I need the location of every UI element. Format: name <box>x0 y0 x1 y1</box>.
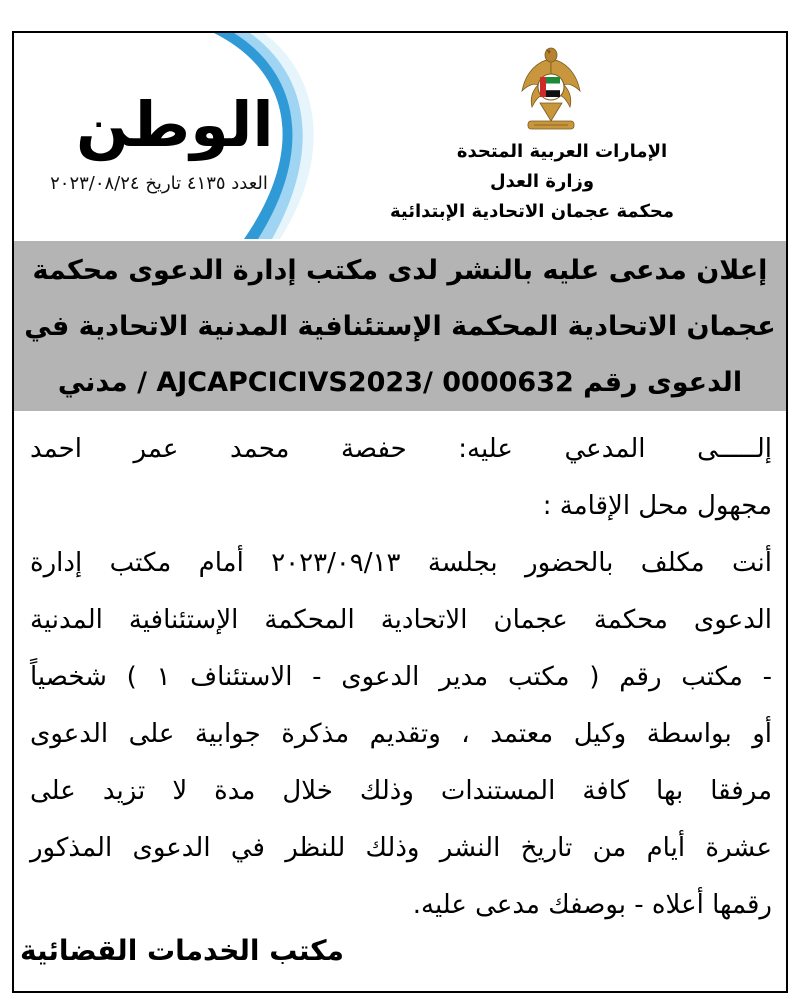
body-line-residence: مجهول محل الإقامة : <box>542 491 772 521</box>
body-line: رقمها أعلاه - بوصفك مدعى عليه. <box>412 890 772 920</box>
issue-date-line: العدد ٤١٣٥ تاريخ ٢٠٢٣/٠٨/٢٤ <box>50 173 268 194</box>
newspaper-logo: الوطن <box>76 88 274 161</box>
issuer-block <box>389 137 692 227</box>
body-line: مرفقا بها كافة المستندات وذلك خلال مدة لا تزيد على <box>30 776 772 806</box>
title-banner <box>14 241 786 411</box>
signature: مكتب الخدمات القضائية <box>20 934 344 967</box>
announcement-body <box>30 421 772 934</box>
body-line-addressee: إلـــــى المدعي عليه: حفصة محمد عمر احمد <box>30 434 772 464</box>
header <box>14 33 786 241</box>
title-line: إعلان مدعى عليه بالنشر لدى مكتب إدارة الدعوى محكمة <box>32 255 768 286</box>
ministry-name: وزارة العدل <box>489 171 595 192</box>
title-line: الدعوى رقم AJCAPCICIVS2023/ 0000632 / مدني <box>57 367 743 398</box>
uae-falcon-emblem-icon <box>518 41 584 135</box>
body-line: - مكتب رقم ( مكتب مدير الدعوى - الاستئناف ١ ) شخصياً <box>30 662 772 692</box>
body-line: الدعوى محكمة عجمان الاتحادية المحكمة الإستئنافية المدنية <box>30 605 772 635</box>
court-name: محكمة عجمان الاتحادية الإبتدائية <box>389 201 675 222</box>
body-line: أو بواسطة وكيل معتمد ، وتقديم مذكرة جوابية على الدعوى <box>30 719 772 749</box>
title-line: عجمان الاتحادية المحكمة الإستئنافية المدنية الاتحادية في <box>24 311 776 342</box>
country-name: الإمارات العربية المتحدة <box>456 141 668 162</box>
body-line: عشرة أيام من تاريخ النشر وذلك للنظر في الدعوى المذكور <box>30 833 772 863</box>
announcement-frame <box>12 31 788 993</box>
body-line: أنت مكلف بالحضور بجلسة ٢٠٢٣/٠٩/١٣ أمام مكتب إدارة <box>30 548 773 578</box>
